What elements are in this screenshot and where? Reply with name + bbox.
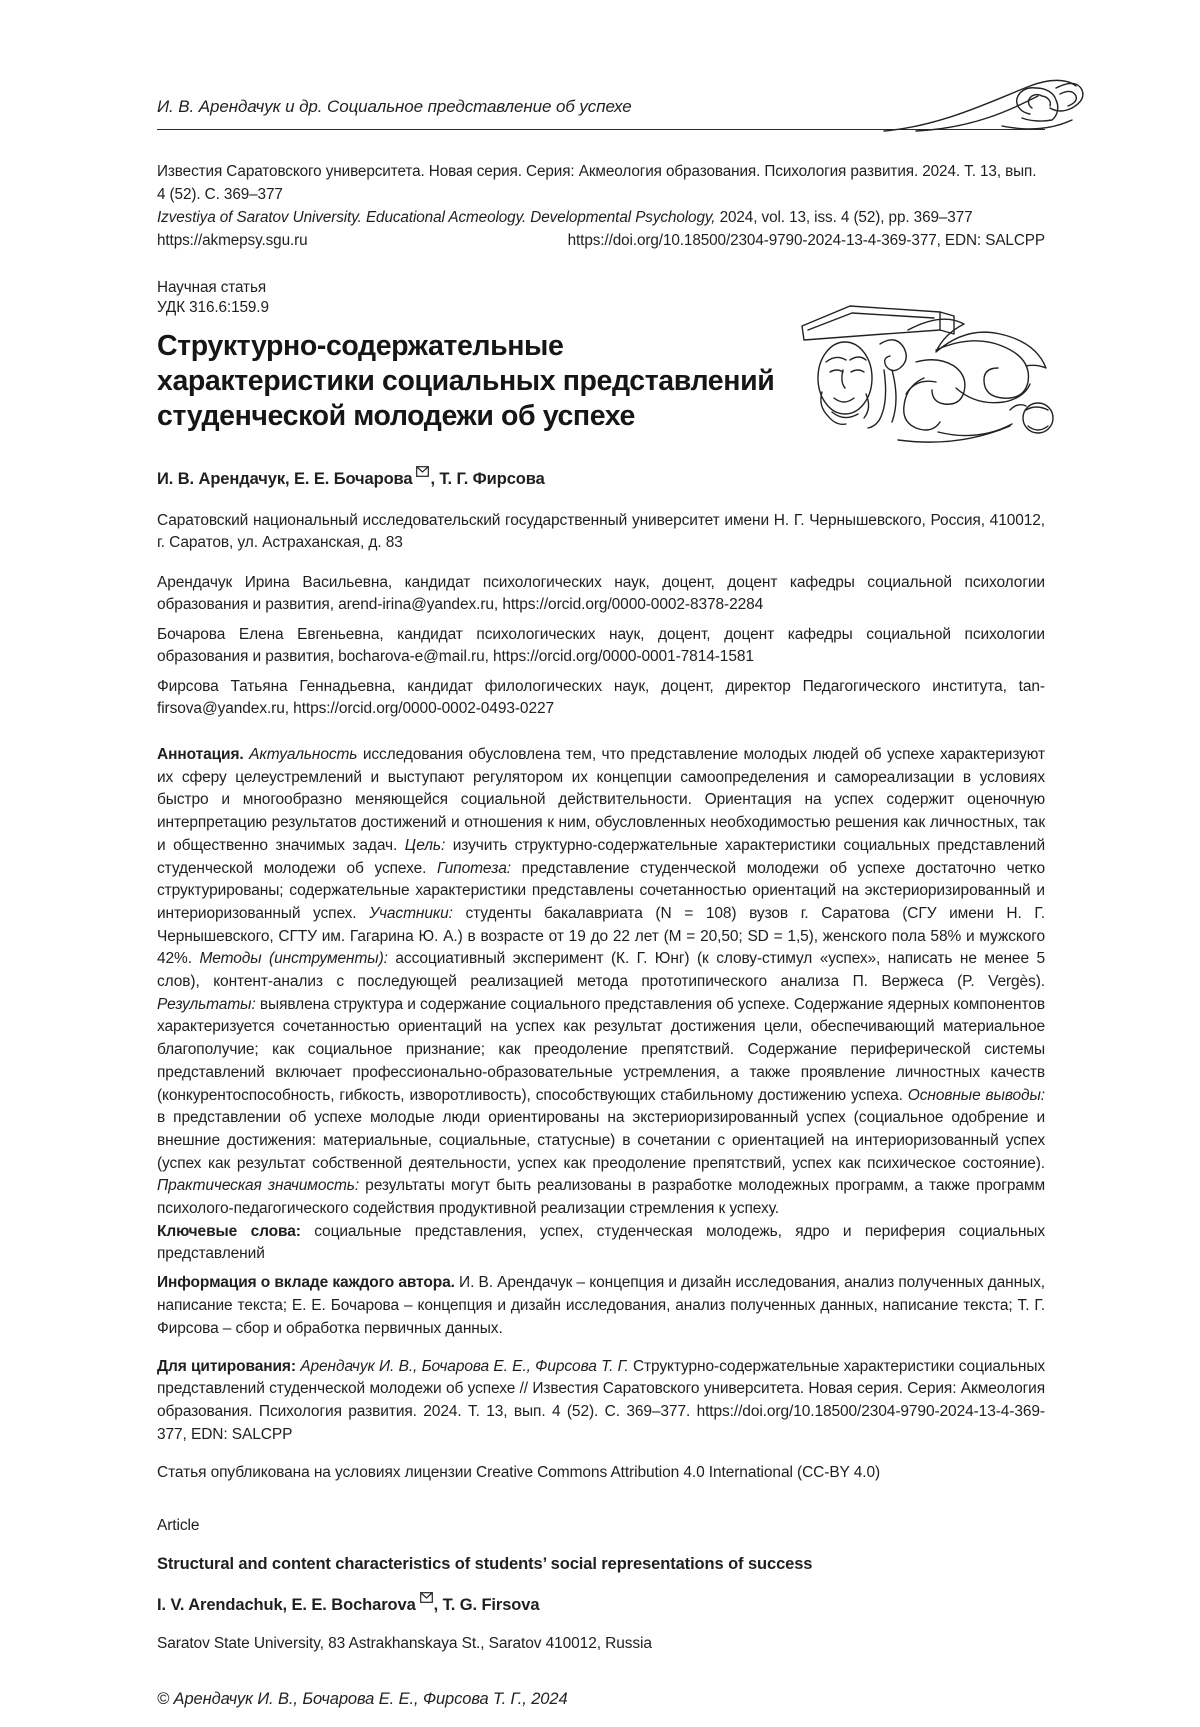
article-type-block (157, 278, 1045, 317)
journal-links-row (157, 229, 1045, 252)
journal-site-link[interactable]: https://akmepsy.sgu.ru (157, 232, 308, 249)
article-title-en: Structural and content characteristics of students’ social representations of success (157, 1555, 813, 1573)
contribution-label: Информация о вкладе каждого автора. (157, 1274, 460, 1292)
email-icon[interactable] (416, 466, 429, 477)
license-line: Статья опубликована на условиях лицензии Creative Commons Attribution 4.0 International (CC-BY 4.0) (157, 1464, 881, 1482)
affiliation-en: Saratov State University, 83 Astrakhanskaya St., Saratov 410012, Russia (157, 1635, 652, 1653)
author-bio: Арендачук Ирина Васильевна, кандидат психологических наук, доцент, доцент кафедры социальной психологии образования и развития, arend-irina@yandex.ru, https://orcid.org/0000-0002-8378-2284 (157, 574, 1045, 613)
floral-flourish-icon (882, 74, 1087, 134)
journal-line-ru: Известия Саратовского университета. Новая серия. Серия: Акмеология образования. Психология развития. 2024. Т. 13, вып. 4 (52). С. 369–377 (157, 163, 1037, 203)
article-title (157, 329, 817, 434)
keywords-label: Ключевые слова: (157, 1222, 315, 1240)
author-bios (157, 572, 1045, 720)
authors-en: I. V. Arendachuk, E. E. Bocharova , T. G. Firsova (157, 1592, 1045, 1617)
affiliation-ru: Саратовский национальный исследовательский государственный университет имени Н. Г. Чернышевского, Россия, 410012, г. Саратов, ул. Астраханская, д. 83 (157, 512, 1045, 551)
email-icon[interactable] (420, 1592, 433, 1603)
contribution-line: Информация о вкладе каждого автора. И. В. Арендачук – концепция и дизайн исследования, анализ полученных данных, написание текста; Е. Е. Бочарова – концепция и дизайн исследования, анализ полученных данных, написание текста; Т. Г. Фирсова – сбор и обработка первичных данных. (157, 1274, 1045, 1337)
journal-line-en: Izvestiya of Saratov University. Educational Acmeology. Developmental Psychology, 2024, vol. 13, iss. 4 (52), pp. 369–377 (157, 209, 973, 226)
abstract-text: Аннотация. Актуальность исследования обусловлена тем, что представление молодых людей об успехе характеризуют их сферу целеустремлений и выступают регулятором их концепции самоопределения и самореализации в условиях быстро и многообразно меняющейся социальной действительности. Ориентация на успех содержит оценочную интерпретацию результатов достижений и отношения к ним, обусловленных необходимостью решения как личностных, так и общественно значимых задач. Цель: изучить структурно-содержательные характеристики социальных представлений студенческой молодежи об успехе. Гипотеза: представление студенческой молодежи об успехе достаточно четко структурированы; содержательные характеристики представлены сочетанностью ориентаций на экстериоризированный и интериоризованный успех. Участники: студенты бакалавриата (N = 108) вузов г. Саратова (СГУ имени Н. Г. Чернышевского, СГТУ им. Гагарина Ю. А.) в возрасте от 19 до 22 лет (M = 20,50; SD = 1,5), женского пола 58% и мужского 42%. Методы (инструменты): ассоциативный эксперимент (К. Г. Юнг) (к слову-стимул «успех», написать не менее 5 слов), контент-анализ с последующей реализацией метода прототипического анализа П. Вержеса (P. Vergès). Результаты: выявлена структура и содержание социального представления об успехе. Содержание ядерных компонентов характеризуется сочетанностью ориентаций на успех как результат достижения цели, обеспечивающий материальное благополучие; как социальное признание; как преодоление препятствий. Содержание периферической системы представлений включает профессионально-образовательные устремления, а также проявление личностных качеств (конкурентоспособность, гибкость, изворотливость), способствующих стабильному достижению успеха. Основные выводы: в представлении об успехе молодые люди ориентированы на экстериоризированный успех (социальное одобрение и внешние достижения: материальные, социальные, статусные) в сочетании с ориентацией на интериоризованный успех (успех как результат собственной деятельности, успех как преодоление препятствий, успех как психическое состояние). Практическая значимость: результаты могут быть реализованы в разработке молодежных программ, а также программ психолого-педагогического содействия продуктивной реализации стремления к успеху. (157, 746, 1046, 1218)
authors-ru: И. В. Арендачук, Е. Е. Бочарова , Т. Г. Фирсова (157, 466, 1045, 490)
author-bio: Фирсова Татьяна Геннадьевна, кандидат филологических наук, доцент, директор Педагогического института, tan-firsova@yandex.ru, https://orcid.org/0000-0002-0493-0227 (157, 678, 1045, 717)
running-head: И. В. Арендачук и др. Социальное представление об успехе (157, 97, 632, 116)
article-type-label: Научная статья (157, 279, 267, 296)
keywords-line: Ключевые слова: социальные представления, успех, студенческая молодежь, ядро и периферия социальных представлений (157, 1222, 1045, 1263)
journal-meta (157, 160, 1045, 252)
article-type-en: Article (157, 1516, 200, 1534)
udc-code: УДК 316.6:159.9 (157, 298, 269, 316)
citation-label: Для цитирования: (157, 1357, 301, 1375)
running-head-row (157, 96, 1045, 130)
doi-link[interactable]: https://doi.org/10.18500/2304-9790-2024-13-4-369-377, EDN: SALCPP (567, 232, 1045, 249)
title-line: характеристики социальных представлений (157, 365, 775, 397)
author-bio: Бочарова Елена Евгеньевна, кандидат психологических наук, доцент, доцент кафедры социальной психологии образования и развития, bocharova-e@mail.ru, https://orcid.org/0000-0001-7814-1581 (157, 626, 1045, 665)
title-line: студенческой молодежи об успехе (157, 400, 636, 432)
citation-line: Для цитирования: Арендачук И. В., Бочарова Е. Е., Фирсова Т. Г. Структурно-содержательные характеристики социальных представлений студенческой молодежи об успехе // Известия Саратовского университета. Новая серия. Серия: Акмеология образования. Психология развития. 2024. Т. 13, вып. 4 (52). С. 369–377. https://doi.org/10.18500/2304-9790-2024-13-4-369-377, EDN: SALCPP (157, 1357, 1046, 1443)
abstract-block (157, 744, 1045, 1266)
copyright-line: © Арендачук И. В., Бочарова Е. Е., Фирсова Т. Г., 2024 (157, 1690, 568, 1709)
title-line: Структурно-содержательные (157, 330, 564, 362)
